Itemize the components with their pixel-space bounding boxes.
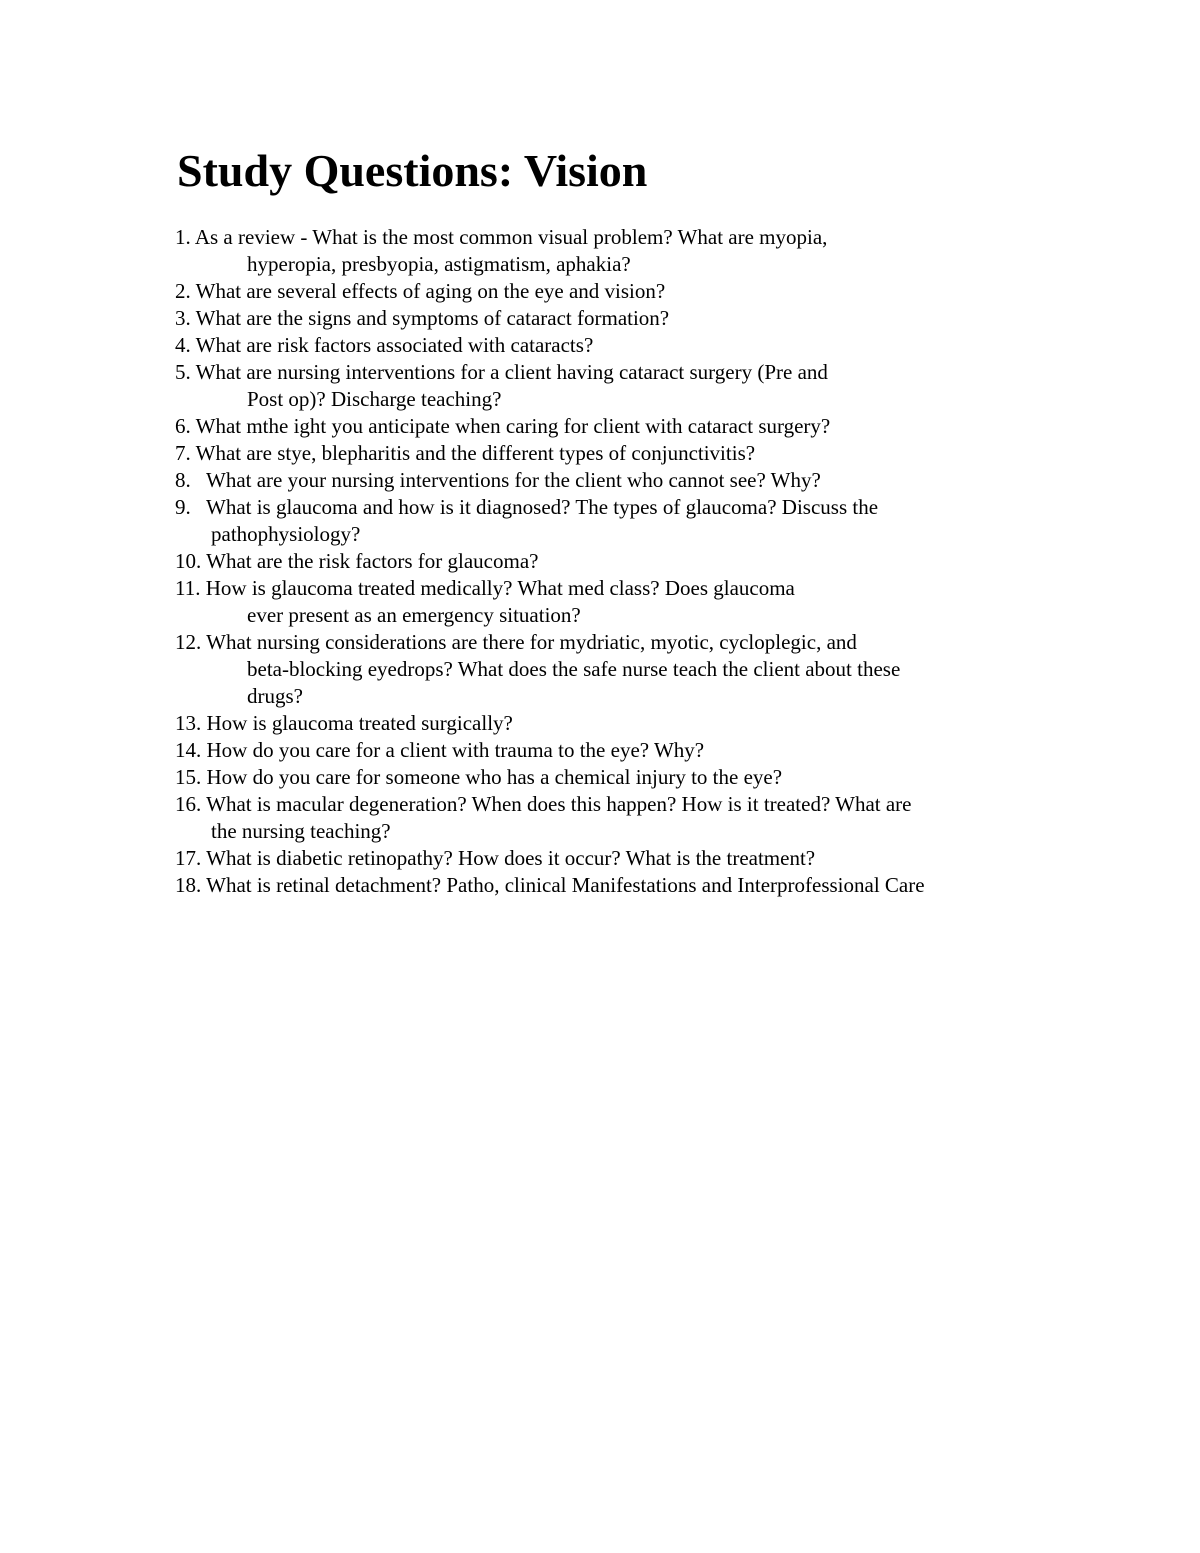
question-text-continued: ever present as an emergency situation?: [247, 603, 581, 627]
question-item: [175, 413, 1075, 440]
question-item: [175, 872, 1075, 899]
question-text: What are nursing interventions for a client having cataract surgery (Pre and: [195, 360, 828, 384]
question-text: How do you care for a client with trauma to the eye? Why?: [206, 738, 705, 762]
question-number: 8.: [175, 468, 191, 492]
question-text: How do you care for someone who has a chemical injury to the eye?: [206, 765, 783, 789]
question-number: 12.: [175, 630, 202, 654]
question-text: What mthe ight you anticipate when caring for client with cataract surgery?: [195, 414, 831, 438]
question-number: 10.: [175, 549, 202, 573]
question-item: [175, 737, 1075, 764]
question-number: 1.: [175, 225, 191, 249]
question-text: What is glaucoma and how is it diagnosed? The types of glaucoma? Discuss the: [206, 495, 879, 519]
question-text: What are your nursing interventions for the client who cannot see? Why?: [206, 468, 821, 492]
question-text: As a review - What is the most common visual problem? What are myopia,: [194, 225, 828, 249]
question-number: 9.: [175, 495, 191, 519]
question-item: [175, 548, 1075, 575]
question-item: [175, 845, 1075, 872]
question-list: [175, 224, 1075, 899]
question-number: 18.: [175, 873, 202, 897]
question-text-continued: beta-blocking eyedrops? What does the safe nurse teach the client about these: [247, 657, 901, 681]
question-item: [175, 791, 1075, 845]
question-item: [175, 278, 1075, 305]
question-text: What are risk factors associated with cataracts?: [195, 333, 594, 357]
question-text-continued: the nursing teaching?: [211, 819, 391, 843]
question-number: 15.: [175, 765, 202, 789]
question-number: 4.: [175, 333, 191, 357]
question-text: What are several effects of aging on the eye and vision?: [195, 279, 666, 303]
page-title: Study Questions: Vision: [177, 145, 648, 196]
question-text: What is retinal detachment? Patho, clinical Manifestations and Interprofessional Care: [206, 873, 925, 897]
question-item: [175, 440, 1075, 467]
question-number: 13.: [175, 711, 202, 735]
question-item: [175, 494, 1075, 548]
question-item: [175, 467, 1075, 494]
question-item: [175, 629, 1075, 710]
question-text-continued: hyperopia, presbyopia, astigmatism, aphakia?: [247, 252, 631, 276]
question-item: [175, 359, 1075, 413]
question-text: How is glaucoma treated surgically?: [206, 711, 513, 735]
question-text-continued: pathophysiology?: [211, 522, 361, 546]
question-number: 17.: [175, 846, 202, 870]
question-number: 16.: [175, 792, 202, 816]
question-item: [175, 305, 1075, 332]
question-text: What are stye, blepharitis and the different types of conjunctivitis?: [195, 441, 756, 465]
question-number: 2.: [175, 279, 191, 303]
question-item: [175, 575, 1075, 629]
question-number: 14.: [175, 738, 202, 762]
question-number: 7.: [175, 441, 191, 465]
question-item: [175, 332, 1075, 359]
question-text: What is diabetic retinopathy? How does it occur? What is the treatment?: [206, 846, 816, 870]
question-text: What is macular degeneration? When does this happen? How is it treated? What are: [206, 792, 912, 816]
question-item: [175, 764, 1075, 791]
question-text: What are the signs and symptoms of cataract formation?: [195, 306, 670, 330]
question-text: What nursing considerations are there for mydriatic, myotic, cycloplegic, and: [206, 630, 857, 654]
question-text: What are the risk factors for glaucoma?: [206, 549, 539, 573]
question-item: [175, 710, 1075, 737]
question-text-continued: Post op)? Discharge teaching?: [247, 387, 502, 411]
question-number: 3.: [175, 306, 191, 330]
question-text-continued: drugs?: [247, 684, 303, 708]
question-number: 6.: [175, 414, 191, 438]
question-text: How is glaucoma treated medically? What med class? Does glaucoma: [205, 576, 795, 600]
question-number: 11.: [175, 576, 201, 600]
question-number: 5.: [175, 360, 191, 384]
question-item: [175, 224, 1075, 278]
